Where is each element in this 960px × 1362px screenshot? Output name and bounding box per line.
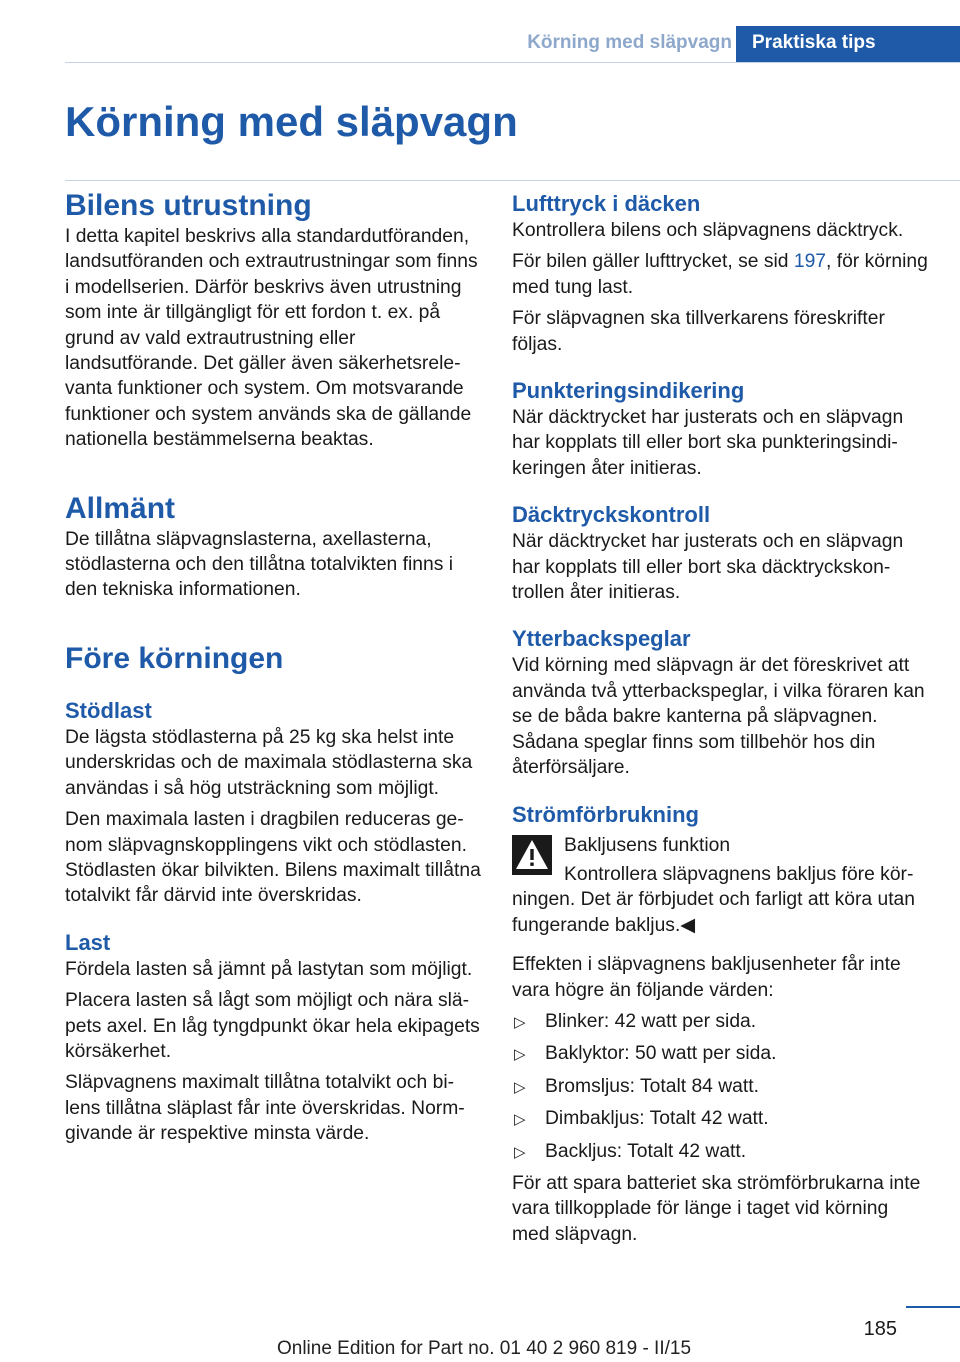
list-item-text: Dimbakljus: Totalt 42 watt. xyxy=(545,1108,769,1130)
list-item xyxy=(512,1074,928,1099)
section-title-allmant: Allmänt xyxy=(65,491,176,525)
paragraph: För att spara batteriet ska strömförbrukarna inte vara tillkopplade för länge i taget vid körning med släpvagn. xyxy=(512,1172,921,1245)
paragraph: De lägsta stödlasterna på 25 kg ska helst inte underskridas och de maximala stödlasterna ska användas i så hög utsträckning som möjligt. xyxy=(65,726,473,799)
list-item-text: Baklyktor: 50 watt per sida. xyxy=(545,1043,777,1065)
paragraph: De tillåtna släpvagnslasterna, axellasterna, stödlasterna och den tillåtna totalvikten finns i den tekniska informationen. xyxy=(65,528,453,601)
edition-footer: Online Edition for Part no. 01 40 2 960 819 - II/15 xyxy=(276,1338,692,1359)
warning-triangle-icon xyxy=(512,835,552,875)
header-section-tab: Praktiska tips xyxy=(736,26,960,62)
subsection-title-ytterbackspeglar: Ytterbackspeglar xyxy=(512,626,691,652)
list-item-text: Bromsljus: Totalt 84 watt. xyxy=(545,1075,759,1097)
subsection-title-last: Last xyxy=(65,929,111,955)
header-divider xyxy=(65,62,960,63)
warning-title: Bakljusens funktion xyxy=(564,834,731,856)
paragraph: Fördela lasten så jämnt på lastytan som möjligt. xyxy=(65,958,473,980)
list-item-text: Backljus: Totalt 42 watt. xyxy=(545,1140,747,1162)
footer-divider xyxy=(906,1306,960,1308)
paragraph: När däcktrycket har justerats och en släpvagn har kopplats till eller bort ska däcktryckskontrollen åter initieras. xyxy=(512,531,904,604)
paragraph: Kontrollera bilens och släpvagnens däcktryck. xyxy=(512,220,904,241)
subsection-title-stodlast: Stödlast xyxy=(65,697,152,723)
list-item xyxy=(512,1106,928,1131)
bullet-list xyxy=(512,1009,928,1164)
list-item xyxy=(512,1009,928,1034)
paragraph: Den maximala lasten i dragbilen reduceras genom släpvagnskopplingens vikt och stödlasten. Stödlasten ökar bilvikten. Bilens maximalt tillåtna totalvikt får därvid inte överskridas. xyxy=(65,809,481,907)
paragraph: För släpvagnen ska tillverkarens föreskrifter följas. xyxy=(512,308,885,355)
warning-body: Kontrollera släpvagnens bakljus före körningen. Det är förbjudet och farligt att köra utan fungerande bakljus.◀ xyxy=(512,863,916,936)
section-title-fore-korningen: Före körningen xyxy=(65,641,284,675)
subsection-title-stromforbrukning: Strömförbrukning xyxy=(512,801,699,827)
header-chapter-title: Körning med släpvagn xyxy=(527,32,732,53)
bullet-triangle-icon: ▷ xyxy=(514,1013,526,1031)
bullet-triangle-icon: ▷ xyxy=(514,1143,526,1161)
list-item xyxy=(512,1139,928,1164)
paragraph: Vid körning med släpvagn är det föreskrivet att använda två ytterbackspeglar, i vilka föraren kan se de båda bakre kanterna på släpvagnen. Sådana speglar finns som tillbehör hos din återförsäljare. xyxy=(512,655,925,779)
paragraph: Släpvagnens maximalt tillåtna totalvikt och bilens tillåtna släplast får inte överskridas. Normgivande är respektive minsta värde. xyxy=(65,1072,465,1145)
page-header xyxy=(0,26,960,62)
bullet-triangle-icon: ▷ xyxy=(514,1046,526,1064)
paragraph xyxy=(512,249,928,300)
page-reference-link[interactable]: 197 xyxy=(793,251,827,273)
list-item xyxy=(512,1041,928,1066)
bullet-triangle-icon: ▷ xyxy=(514,1111,526,1129)
title-divider xyxy=(65,180,960,181)
subsection-title-lufttryck: Lufttryck i däcken xyxy=(512,191,701,216)
left-column xyxy=(65,184,481,1153)
page-title: Körning med släpvagn xyxy=(65,98,518,145)
page-number: 185 xyxy=(863,1318,897,1340)
paragraph: När däcktrycket har justerats och en släpvagn har kopplats till eller bort ska punkteringsindikeringen åter initieras. xyxy=(512,407,904,479)
subsection-title-punkteringsindikering: Punkteringsindikering xyxy=(512,378,745,404)
list-item-text: Blinker: 42 watt per sida. xyxy=(545,1010,757,1032)
right-column xyxy=(512,184,928,1253)
paragraph: Effekten i släpvagnens bakljusenheter får inte vara högre än följande värden: xyxy=(512,954,901,1001)
warning-box xyxy=(512,833,928,939)
paragraph: Placera lasten så lågt som möjligt och nära släpets axel. En låg tyngdpunkt ökar hela ekipagets körsäkerhet. xyxy=(65,990,480,1062)
section-title-bilens-utrustning: Bilens utrustning xyxy=(65,189,312,222)
paragraph-text: , för körning med tung last. xyxy=(512,251,928,298)
paragraph: I detta kapitel beskrivs alla standardutföranden, landsutföranden och extrautrustningar som finns i modellserien. Därför beskrivs även utrustning som inte är tillgängligt för ett fordon t. ex. på grund av vald extrautrustning eller landsutförande. Det gäller även säkerhetsrelevanta funktioner och system. Om motsvarande funktioner och system används ska de gällande nationella bestämmelserna beaktas. xyxy=(65,226,478,451)
paragraph-text: För bilen gäller lufttrycket, se sid xyxy=(512,251,794,273)
bullet-triangle-icon: ▷ xyxy=(514,1078,526,1096)
subsection-title-dacktryckskontroll: Däcktryckskontroll xyxy=(512,502,711,528)
